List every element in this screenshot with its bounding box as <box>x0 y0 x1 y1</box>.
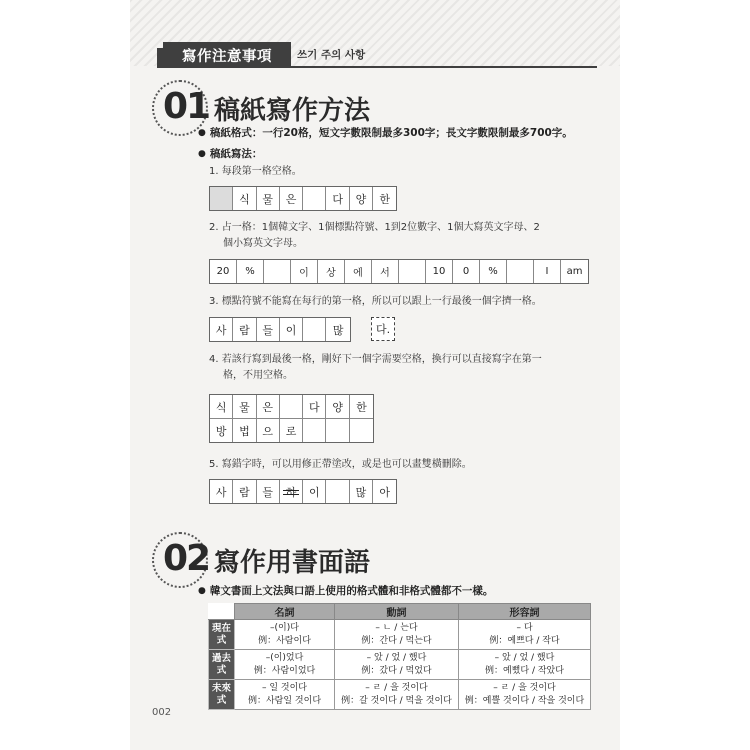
grid-cell: 양 <box>350 187 373 210</box>
rule-1: 1. 每段第一格空格。 <box>209 166 302 177</box>
grid-cell <box>326 480 349 503</box>
header-subtitle: 쓰기 주의 사항 <box>297 49 366 61</box>
table-cell-noun <box>235 620 335 650</box>
grid-cell: 20 <box>210 260 237 283</box>
table-row <box>209 650 591 680</box>
grid-cell <box>507 260 534 283</box>
cell-line: –(이)다 <box>270 622 299 633</box>
bullet-dot-icon: ● <box>198 585 206 596</box>
grid-cell <box>350 419 373 442</box>
cell-line: –(이)었다 <box>265 652 304 663</box>
grid-cell: 한 <box>379 192 391 206</box>
grid-cell: 들 <box>257 480 280 503</box>
page-number: 002 <box>152 707 172 718</box>
grid-cell: I <box>534 260 561 283</box>
grid-cell: 상 <box>318 260 345 283</box>
grid-cell: 양 <box>326 395 349 418</box>
cell-line: 例：예뻤다 / 작았다 <box>485 665 564 676</box>
grid-cell: 물 <box>233 395 256 418</box>
grid-cell <box>326 419 349 442</box>
cell-line: 例：사람이다 <box>258 635 311 646</box>
grid-cell: 한 <box>356 400 367 414</box>
grid-cell: 아 <box>379 485 391 499</box>
grid-cell: 로 <box>280 419 303 442</box>
grid-example-2 <box>209 259 589 284</box>
grid-cell: 사 <box>210 318 233 341</box>
bullet-formal <box>198 583 493 598</box>
grid-cell: 법 <box>233 419 256 442</box>
cell-line: – 았 / 었 / 했다 <box>494 652 555 663</box>
grid-cell: 식 <box>210 395 233 418</box>
grid-cell: 에 <box>345 260 372 283</box>
grid-example-5 <box>209 479 397 504</box>
table-cell-verb <box>335 680 459 710</box>
grid-cell: 이 <box>280 318 303 341</box>
grid-cell: 람 <box>233 318 256 341</box>
cell-line: – ㄴ / 는다 <box>375 622 418 633</box>
table-cell-adj <box>459 680 591 710</box>
table-cell-adj <box>459 650 591 680</box>
table-row <box>209 620 591 650</box>
grid-cell <box>303 419 326 442</box>
grid-cell <box>399 260 426 283</box>
grid-cell: 물 <box>257 187 280 210</box>
grid-cell: 10 <box>426 260 453 283</box>
table-corner <box>209 604 235 620</box>
bullet-dot-icon: ● <box>198 148 206 159</box>
grid-cell: 이 <box>291 260 318 283</box>
grid-cell: % <box>480 260 507 283</box>
bullet-formal-text: 韓文書面上文法與口語上使用的格式體和非格式體都不一樣。 <box>209 585 494 597</box>
col-header-adjective: 形容詞 <box>459 604 591 620</box>
row-header-tense: 現在式 <box>209 620 235 650</box>
bullet-format-text: 稿紙格式：一行20格，短文字數限制最多300字；長文字數限制最多700字。 <box>209 127 573 139</box>
table-cell-adj <box>459 620 591 650</box>
col-header-noun: 名詞 <box>235 604 335 620</box>
cell-line: – 다 <box>516 622 533 633</box>
header-rule <box>291 66 597 68</box>
section1-title: 稿紙寫作方法 <box>214 96 371 126</box>
grid-cell: 서 <box>372 260 399 283</box>
grid-cell: 다 <box>326 187 349 210</box>
grid-cell: 많 <box>332 323 344 337</box>
col-header-verb: 動詞 <box>335 604 459 620</box>
grid-cell: 0 <box>453 260 480 283</box>
cell-line: 例：간다 / 먹는다 <box>361 635 432 646</box>
cell-line: 例：갈 것이다 / 먹을 것이다 <box>341 695 452 706</box>
bullet-method-text: 稿紙寫法： <box>209 148 263 160</box>
grid-cell: 많 <box>350 480 373 503</box>
grid-cell <box>303 187 326 210</box>
rule-3: 3. 標點符號不能寫在每行的第一格，所以可以跟上一行最後一個字擠一格。 <box>209 296 542 307</box>
cell-line: 例：갔다 / 먹었다 <box>361 665 432 676</box>
grammar-table <box>208 603 591 710</box>
cell-line: 例：사람일 것이다 <box>247 695 322 706</box>
cell-line: 例：예쁠 것이다 / 작을 것이다 <box>464 695 585 706</box>
grid-example-1 <box>209 186 397 211</box>
grid-cell: 방 <box>210 419 233 442</box>
grid-cell: 하 <box>280 480 303 503</box>
squeezed-cell: 다. <box>371 317 395 341</box>
header-tab: 寫作注意事項 <box>163 42 291 68</box>
rule-2-line2: 個小寫英文字母。 <box>223 238 303 249</box>
grid-cell <box>280 395 303 418</box>
grid-cell: 식 <box>233 187 256 210</box>
section1-number: 01 <box>163 86 210 127</box>
cell-line: 例：사람이었다 <box>253 665 316 676</box>
section2-number: 02 <box>163 538 210 579</box>
grid-cell: 은 <box>257 395 280 418</box>
cell-line: – ㄹ / 을 것이다 <box>365 682 428 693</box>
grid-cell: % <box>237 260 264 283</box>
table-cell-noun <box>235 650 335 680</box>
grid-cell: 람 <box>233 480 256 503</box>
grid-cell <box>210 187 233 210</box>
rule-4-line2: 格，不用空格。 <box>223 370 293 381</box>
cell-line: 例：예쁘다 / 작다 <box>489 635 560 646</box>
cell-line: – ㄹ / 을 것이다 <box>493 682 556 693</box>
grid-cell: 들 <box>257 318 280 341</box>
cell-line: – 일 것이다 <box>262 682 307 693</box>
table-header-row <box>209 604 591 620</box>
bullet-format <box>198 125 573 140</box>
grid-example-4 <box>209 394 374 443</box>
bullet-method <box>198 146 262 161</box>
cell-line: – 았 / 었 / 했다 <box>366 652 427 663</box>
row-header-tense: 未來式 <box>209 680 235 710</box>
grid-cell: am <box>566 266 583 277</box>
rule-5: 5. 寫錯字時，可以用修正帶塗改，或是也可以畫雙橫刪除。 <box>209 459 472 470</box>
grid-cell: 이 <box>303 480 326 503</box>
grid-cell: 으 <box>257 419 280 442</box>
grid-cell: 다 <box>303 395 326 418</box>
table-row <box>209 680 591 710</box>
row-header-tense: 過去式 <box>209 650 235 680</box>
grid-cell <box>303 318 326 341</box>
grid-row <box>210 395 373 419</box>
table-cell-noun <box>235 680 335 710</box>
section2-title: 寫作用書面語 <box>214 548 371 578</box>
table-cell-verb <box>335 650 459 680</box>
grid-cell: 사 <box>210 480 233 503</box>
grid-example-3 <box>209 317 351 342</box>
grid-row <box>210 419 373 442</box>
grid-cell: 은 <box>280 187 303 210</box>
table-cell-verb <box>335 620 459 650</box>
grid-cell <box>264 260 291 283</box>
rule-4-line1: 4. 若該行寫到最後一格，剛好下一個字需要空格，換行可以直接寫字在第一 <box>209 354 542 365</box>
rule-2-line1: 2. 占一格：1個韓文字、1個標點符號、1到2位數字、1個大寫英文字母、2 <box>209 222 540 233</box>
bullet-dot-icon: ● <box>198 127 206 138</box>
